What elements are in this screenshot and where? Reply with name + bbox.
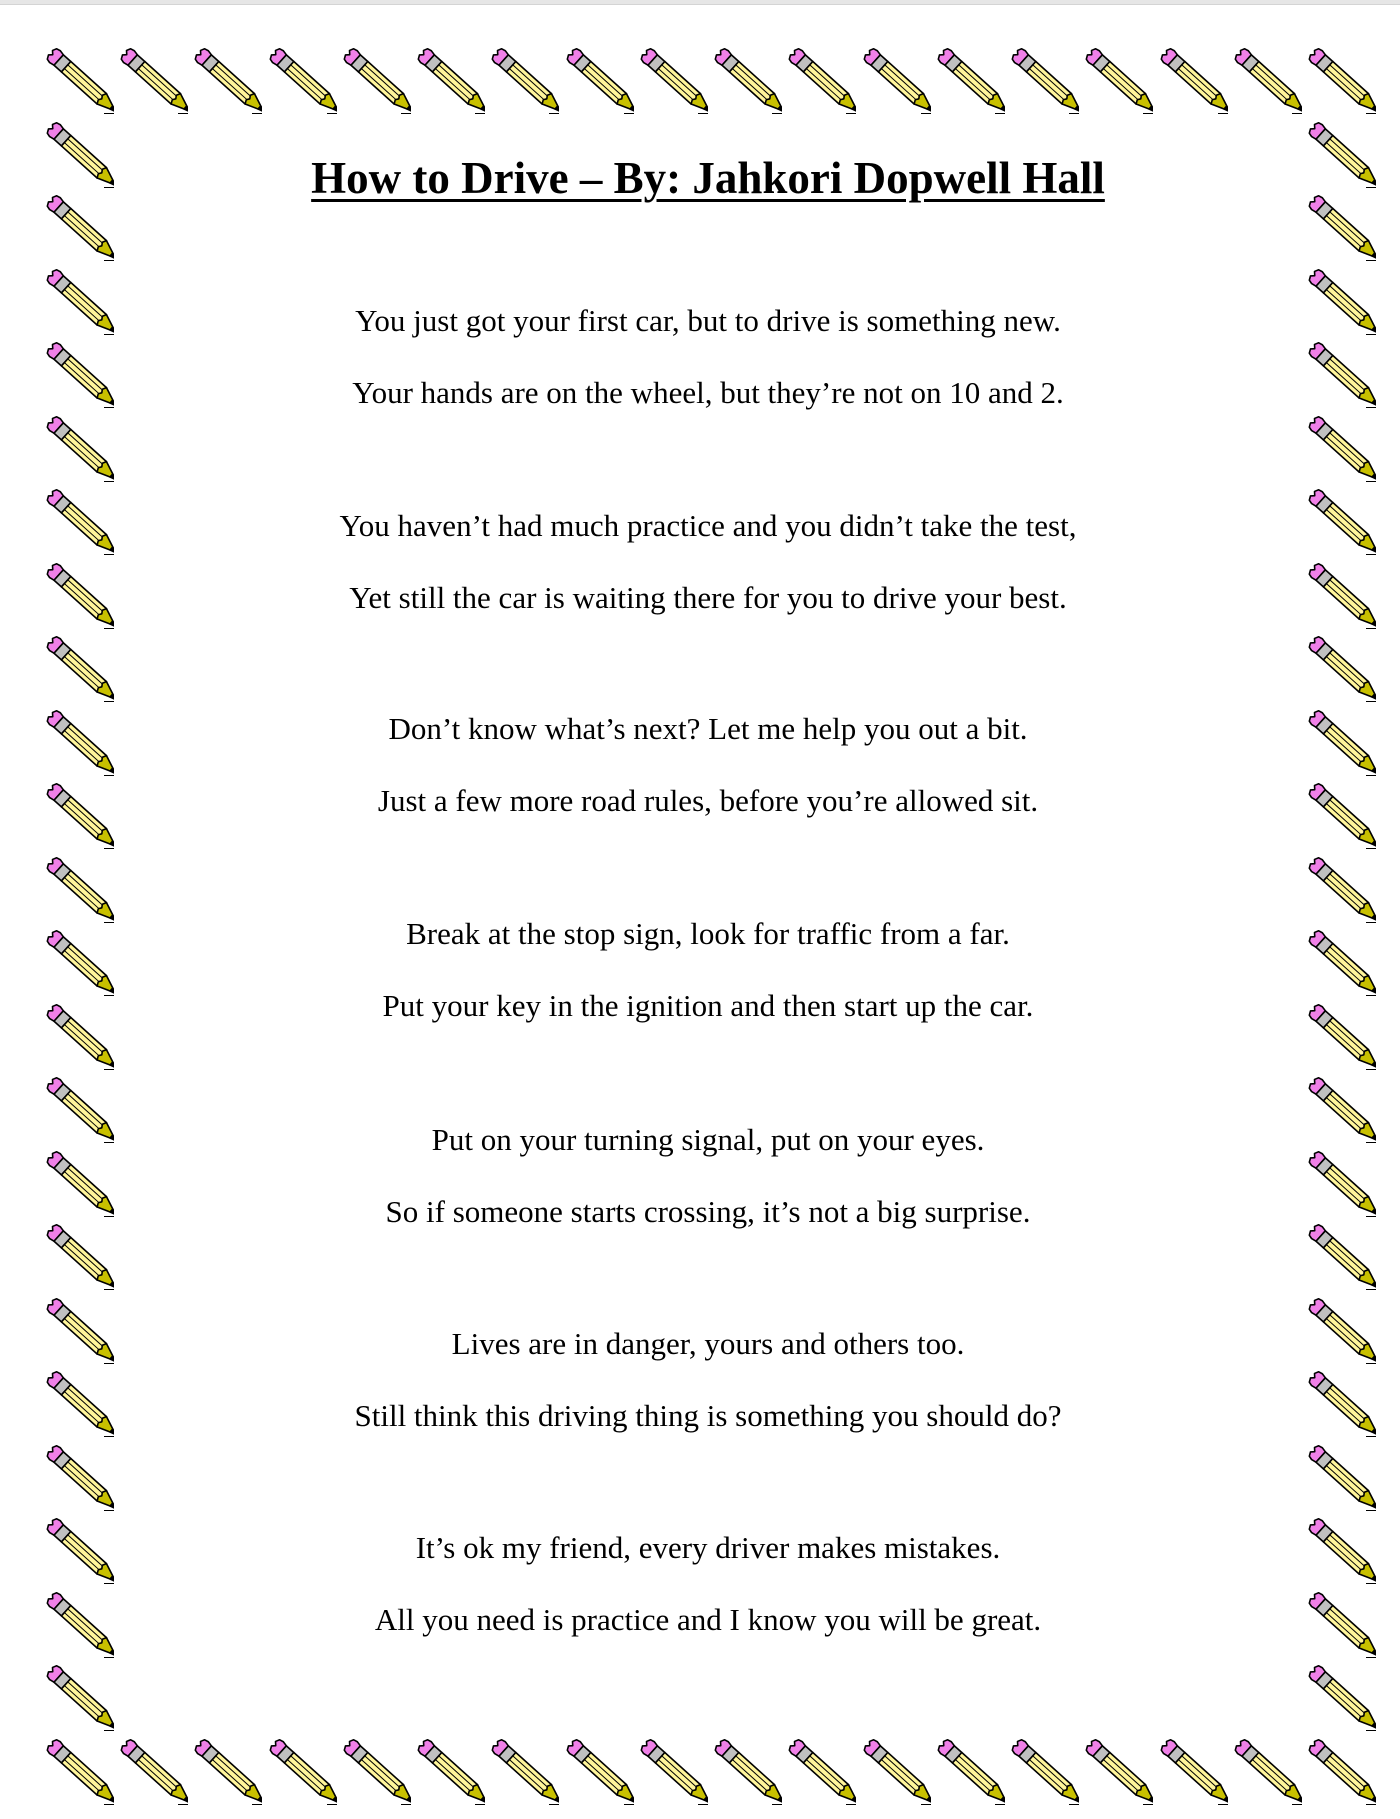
pencil-icon bbox=[341, 1735, 411, 1805]
pencil-icon bbox=[415, 1735, 485, 1805]
pencil-icon bbox=[118, 1735, 188, 1805]
poem-line: You just got your first car, but to drive is something new. bbox=[355, 303, 1061, 338]
pencil-icon bbox=[1306, 632, 1376, 702]
pencil-icon bbox=[489, 44, 559, 114]
pencil-icon bbox=[1083, 1735, 1153, 1805]
poem-line: All you need is practice and I know you will be great. bbox=[374, 1602, 1042, 1637]
pencil-icon bbox=[1306, 1441, 1376, 1511]
pencil-icon bbox=[341, 44, 411, 114]
pencil-icon bbox=[1306, 1735, 1376, 1805]
pencil-icon bbox=[44, 412, 114, 482]
poem-line: So if someone starts crossing, it’s not a big surprise. bbox=[385, 1194, 1031, 1229]
poem-line: Just a few more road rules, before you’re allowed sit. bbox=[377, 783, 1039, 818]
poem-line: Yet still the car is waiting there for you to drive your best. bbox=[349, 580, 1067, 615]
pencil-icon bbox=[861, 1735, 931, 1805]
pencil-icon bbox=[267, 1735, 337, 1805]
poem-line: Don’t know what’s next? Let me help you out a bit. bbox=[388, 711, 1028, 746]
pencil-icon bbox=[1306, 44, 1376, 114]
pencil-icon bbox=[638, 44, 708, 114]
pencil-icon bbox=[935, 1735, 1005, 1805]
pencil-icon bbox=[192, 44, 262, 114]
pencil-icon bbox=[1009, 44, 1079, 114]
pencil-icon bbox=[712, 44, 782, 114]
pencil-icon bbox=[1232, 44, 1302, 114]
pencil-icon bbox=[44, 632, 114, 702]
poem-line: Lives are in danger, yours and others too. bbox=[451, 1326, 965, 1361]
pencil-icon bbox=[44, 44, 114, 114]
poem-line: It’s ok my friend, every driver makes mistakes. bbox=[415, 1530, 1001, 1565]
pencil-icon bbox=[564, 44, 634, 114]
pencil-icon bbox=[267, 44, 337, 114]
pencil-icon bbox=[638, 1735, 708, 1805]
pencil-icon bbox=[44, 1220, 114, 1290]
pencil-icon bbox=[44, 853, 114, 923]
poem-line: Your hands are on the wheel, but they’re not on 10 and 2. bbox=[352, 375, 1064, 410]
pencil-icon bbox=[118, 44, 188, 114]
pencil-icon bbox=[44, 1661, 114, 1731]
pencil-icon bbox=[44, 1735, 114, 1805]
pencil-icon bbox=[1158, 1735, 1228, 1805]
pencil-icon bbox=[1306, 1220, 1376, 1290]
window-top-bar bbox=[0, 0, 1400, 5]
poem-line: Break at the stop sign, look for traffic from a far. bbox=[406, 916, 1010, 951]
pencil-icon bbox=[935, 44, 1005, 114]
pencil-icon bbox=[1009, 1735, 1079, 1805]
poem-line: Still think this driving thing is something you should do? bbox=[354, 1398, 1062, 1433]
pencil-icon bbox=[712, 1735, 782, 1805]
pencil-icon bbox=[192, 1735, 262, 1805]
pencil-icon bbox=[1158, 44, 1228, 114]
pencil-icon bbox=[44, 1441, 114, 1511]
pencil-icon bbox=[1306, 412, 1376, 482]
poem-line: Put on your turning signal, put on your eyes. bbox=[431, 1122, 985, 1157]
pencil-icon bbox=[786, 44, 856, 114]
pencil-icon bbox=[1306, 1661, 1376, 1731]
pencil-icon bbox=[1232, 1735, 1302, 1805]
pencil-icon bbox=[861, 44, 931, 114]
pencil-icon bbox=[1083, 44, 1153, 114]
pencil-icon bbox=[1306, 853, 1376, 923]
pencil-icon bbox=[415, 44, 485, 114]
poem-title: How to Drive – By: Jahkori Dopwell Hall bbox=[311, 153, 1105, 203]
pencil-icon bbox=[564, 1735, 634, 1805]
pencil-icon bbox=[489, 1735, 559, 1805]
poem-line: Put your key in the ignition and then start up the car. bbox=[382, 988, 1034, 1023]
poem-line: You haven’t had much practice and you didn’t take the test, bbox=[339, 508, 1077, 543]
pencil-icon bbox=[786, 1735, 856, 1805]
